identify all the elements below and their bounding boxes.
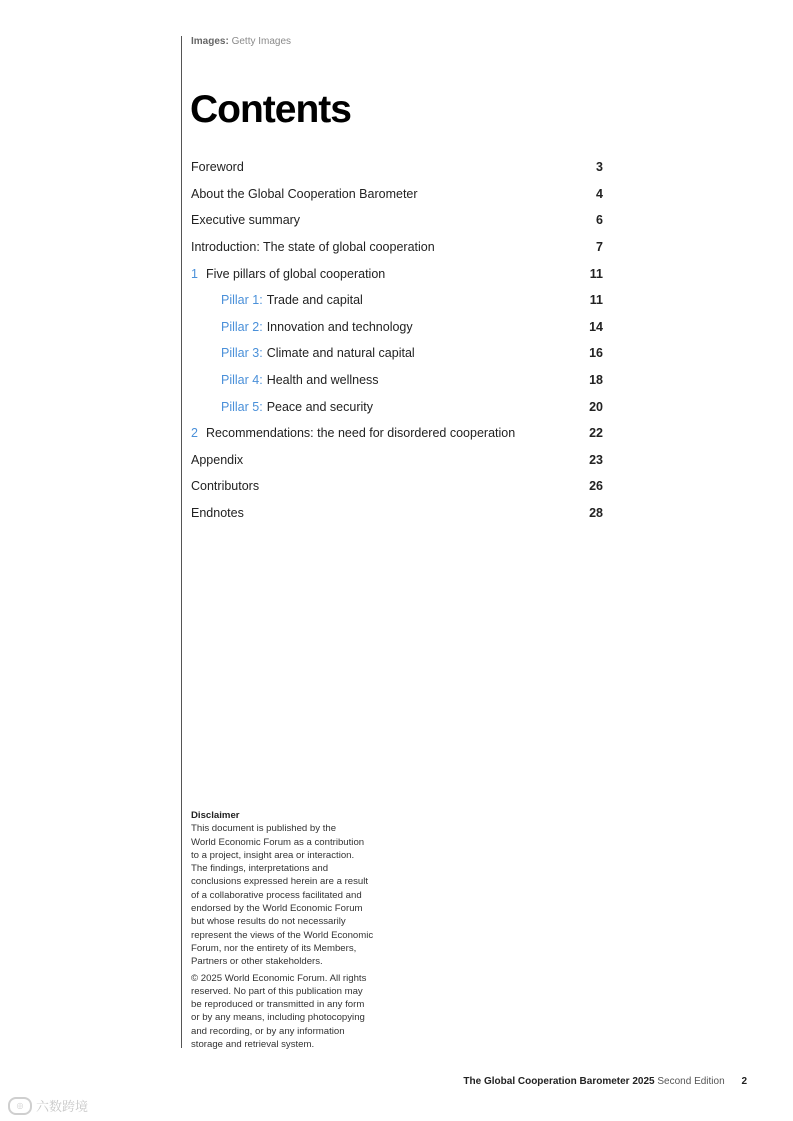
toc-entry[interactable] <box>191 340 603 367</box>
toc-page-number: 16 <box>589 346 603 361</box>
footer-edition: Second Edition <box>657 1076 725 1087</box>
toc-entry-title <box>191 426 515 440</box>
toc-entry[interactable] <box>191 314 603 341</box>
toc-entry[interactable] <box>191 500 603 527</box>
toc-entry-label: Peace and security <box>266 399 373 414</box>
toc-entry[interactable] <box>191 420 603 447</box>
image-credit <box>191 36 291 47</box>
image-credit-label: Images: <box>191 36 229 47</box>
toc-entry-title <box>221 400 373 414</box>
watermark <box>8 1096 88 1115</box>
toc-entry-title <box>191 453 243 467</box>
page-footer <box>463 1076 747 1087</box>
disclaimer-heading: Disclaimer <box>191 810 240 821</box>
toc-entry-title <box>221 320 413 334</box>
toc-entry[interactable] <box>191 181 603 208</box>
toc-page-number: 18 <box>589 373 603 388</box>
toc-entry-label: Endnotes <box>191 506 244 521</box>
toc-entry-title <box>221 373 379 387</box>
table-of-contents <box>191 154 603 526</box>
image-credit-value: Getty Images <box>231 36 292 47</box>
disclaimer <box>191 809 381 1051</box>
toc-page-number: 23 <box>589 452 603 467</box>
toc-pillar-prefix: Pillar 3: <box>221 346 263 361</box>
disclaimer-body: This document is published by the World Economic Forum as a contribution to a project, insight area or interaction. The findings, interpretations and conclusions expressed herein are a result of a collaborative process facilitated and endorsed by the World Economic Forum but whose results do not necessarily represent the views of the World Economic Forum, nor the entirety of its Members, Partners or other stakeholders. <box>191 823 374 968</box>
toc-entry[interactable] <box>191 234 603 261</box>
toc-page-number: 11 <box>589 293 603 308</box>
toc-page-number: 11 <box>589 266 603 281</box>
toc-page-number: 20 <box>589 399 603 414</box>
toc-entry-label: Foreword <box>191 160 244 175</box>
disclaimer-copyright: © 2025 World Economic Forum. All rights reserved. No part of this publication may be reproduced or transmitted in any form or by any means, including photocopying and recording, or by any information storage and retrieval system. <box>191 972 367 1051</box>
toc-entry-label: Introduction: The state of global cooperation <box>191 240 435 255</box>
toc-entry-title <box>191 240 435 254</box>
toc-entry-title <box>191 213 300 227</box>
toc-pillar-prefix: Pillar 1: <box>221 293 263 308</box>
toc-entry[interactable] <box>191 367 603 394</box>
toc-entry-title <box>221 346 415 360</box>
toc-entry[interactable] <box>191 260 603 287</box>
toc-entry-label: Recommendations: the need for disordered cooperation <box>205 426 516 441</box>
toc-page-number: 4 <box>596 186 603 201</box>
toc-entry[interactable] <box>191 473 603 500</box>
watermark-logo-icon: ◎ <box>8 1097 32 1115</box>
toc-entry[interactable] <box>191 207 603 234</box>
footer-page-number: 2 <box>741 1076 747 1087</box>
toc-page-number: 22 <box>589 426 603 441</box>
toc-entry[interactable] <box>191 287 603 314</box>
toc-entry-label: Innovation and technology <box>266 319 413 334</box>
footer-title: The Global Cooperation Barometer 2025 <box>463 1076 655 1087</box>
toc-page-number: 28 <box>589 506 603 521</box>
toc-entry-title <box>221 293 363 307</box>
toc-page-number: 6 <box>596 213 603 228</box>
toc-page-number: 26 <box>589 479 603 494</box>
toc-entry-label: Health and wellness <box>266 373 379 388</box>
toc-entry-label: Trade and capital <box>266 293 363 308</box>
toc-entry-label: Five pillars of global cooperation <box>205 266 386 281</box>
toc-entry[interactable] <box>191 447 603 474</box>
toc-entry-label: Contributors <box>191 479 260 494</box>
toc-entry-title <box>191 187 418 201</box>
toc-page-number: 7 <box>596 240 603 255</box>
toc-entry-title <box>191 479 259 493</box>
toc-pillar-prefix: Pillar 2: <box>221 319 263 334</box>
watermark-text: 六数跨境 <box>36 1099 89 1114</box>
toc-entry-label: About the Global Cooperation Barometer <box>191 186 418 201</box>
toc-pillar-prefix: Pillar 5: <box>221 399 263 414</box>
toc-entry-title <box>191 506 244 520</box>
toc-section-number: 1 <box>191 266 198 281</box>
toc-page-number: 3 <box>596 160 603 175</box>
toc-section-number: 2 <box>191 426 198 441</box>
toc-entry[interactable] <box>191 393 603 420</box>
toc-entry-title <box>191 267 385 281</box>
page-title: Contents <box>190 88 351 131</box>
toc-pillar-prefix: Pillar 4: <box>221 373 263 388</box>
toc-entry-label: Executive summary <box>191 213 301 228</box>
toc-entry-label: Climate and natural capital <box>266 346 415 361</box>
toc-entry-label: Appendix <box>191 452 244 467</box>
toc-entry[interactable] <box>191 154 603 181</box>
toc-entry-title <box>191 160 244 174</box>
toc-page-number: 14 <box>589 319 603 334</box>
margin-rule <box>181 36 182 1048</box>
